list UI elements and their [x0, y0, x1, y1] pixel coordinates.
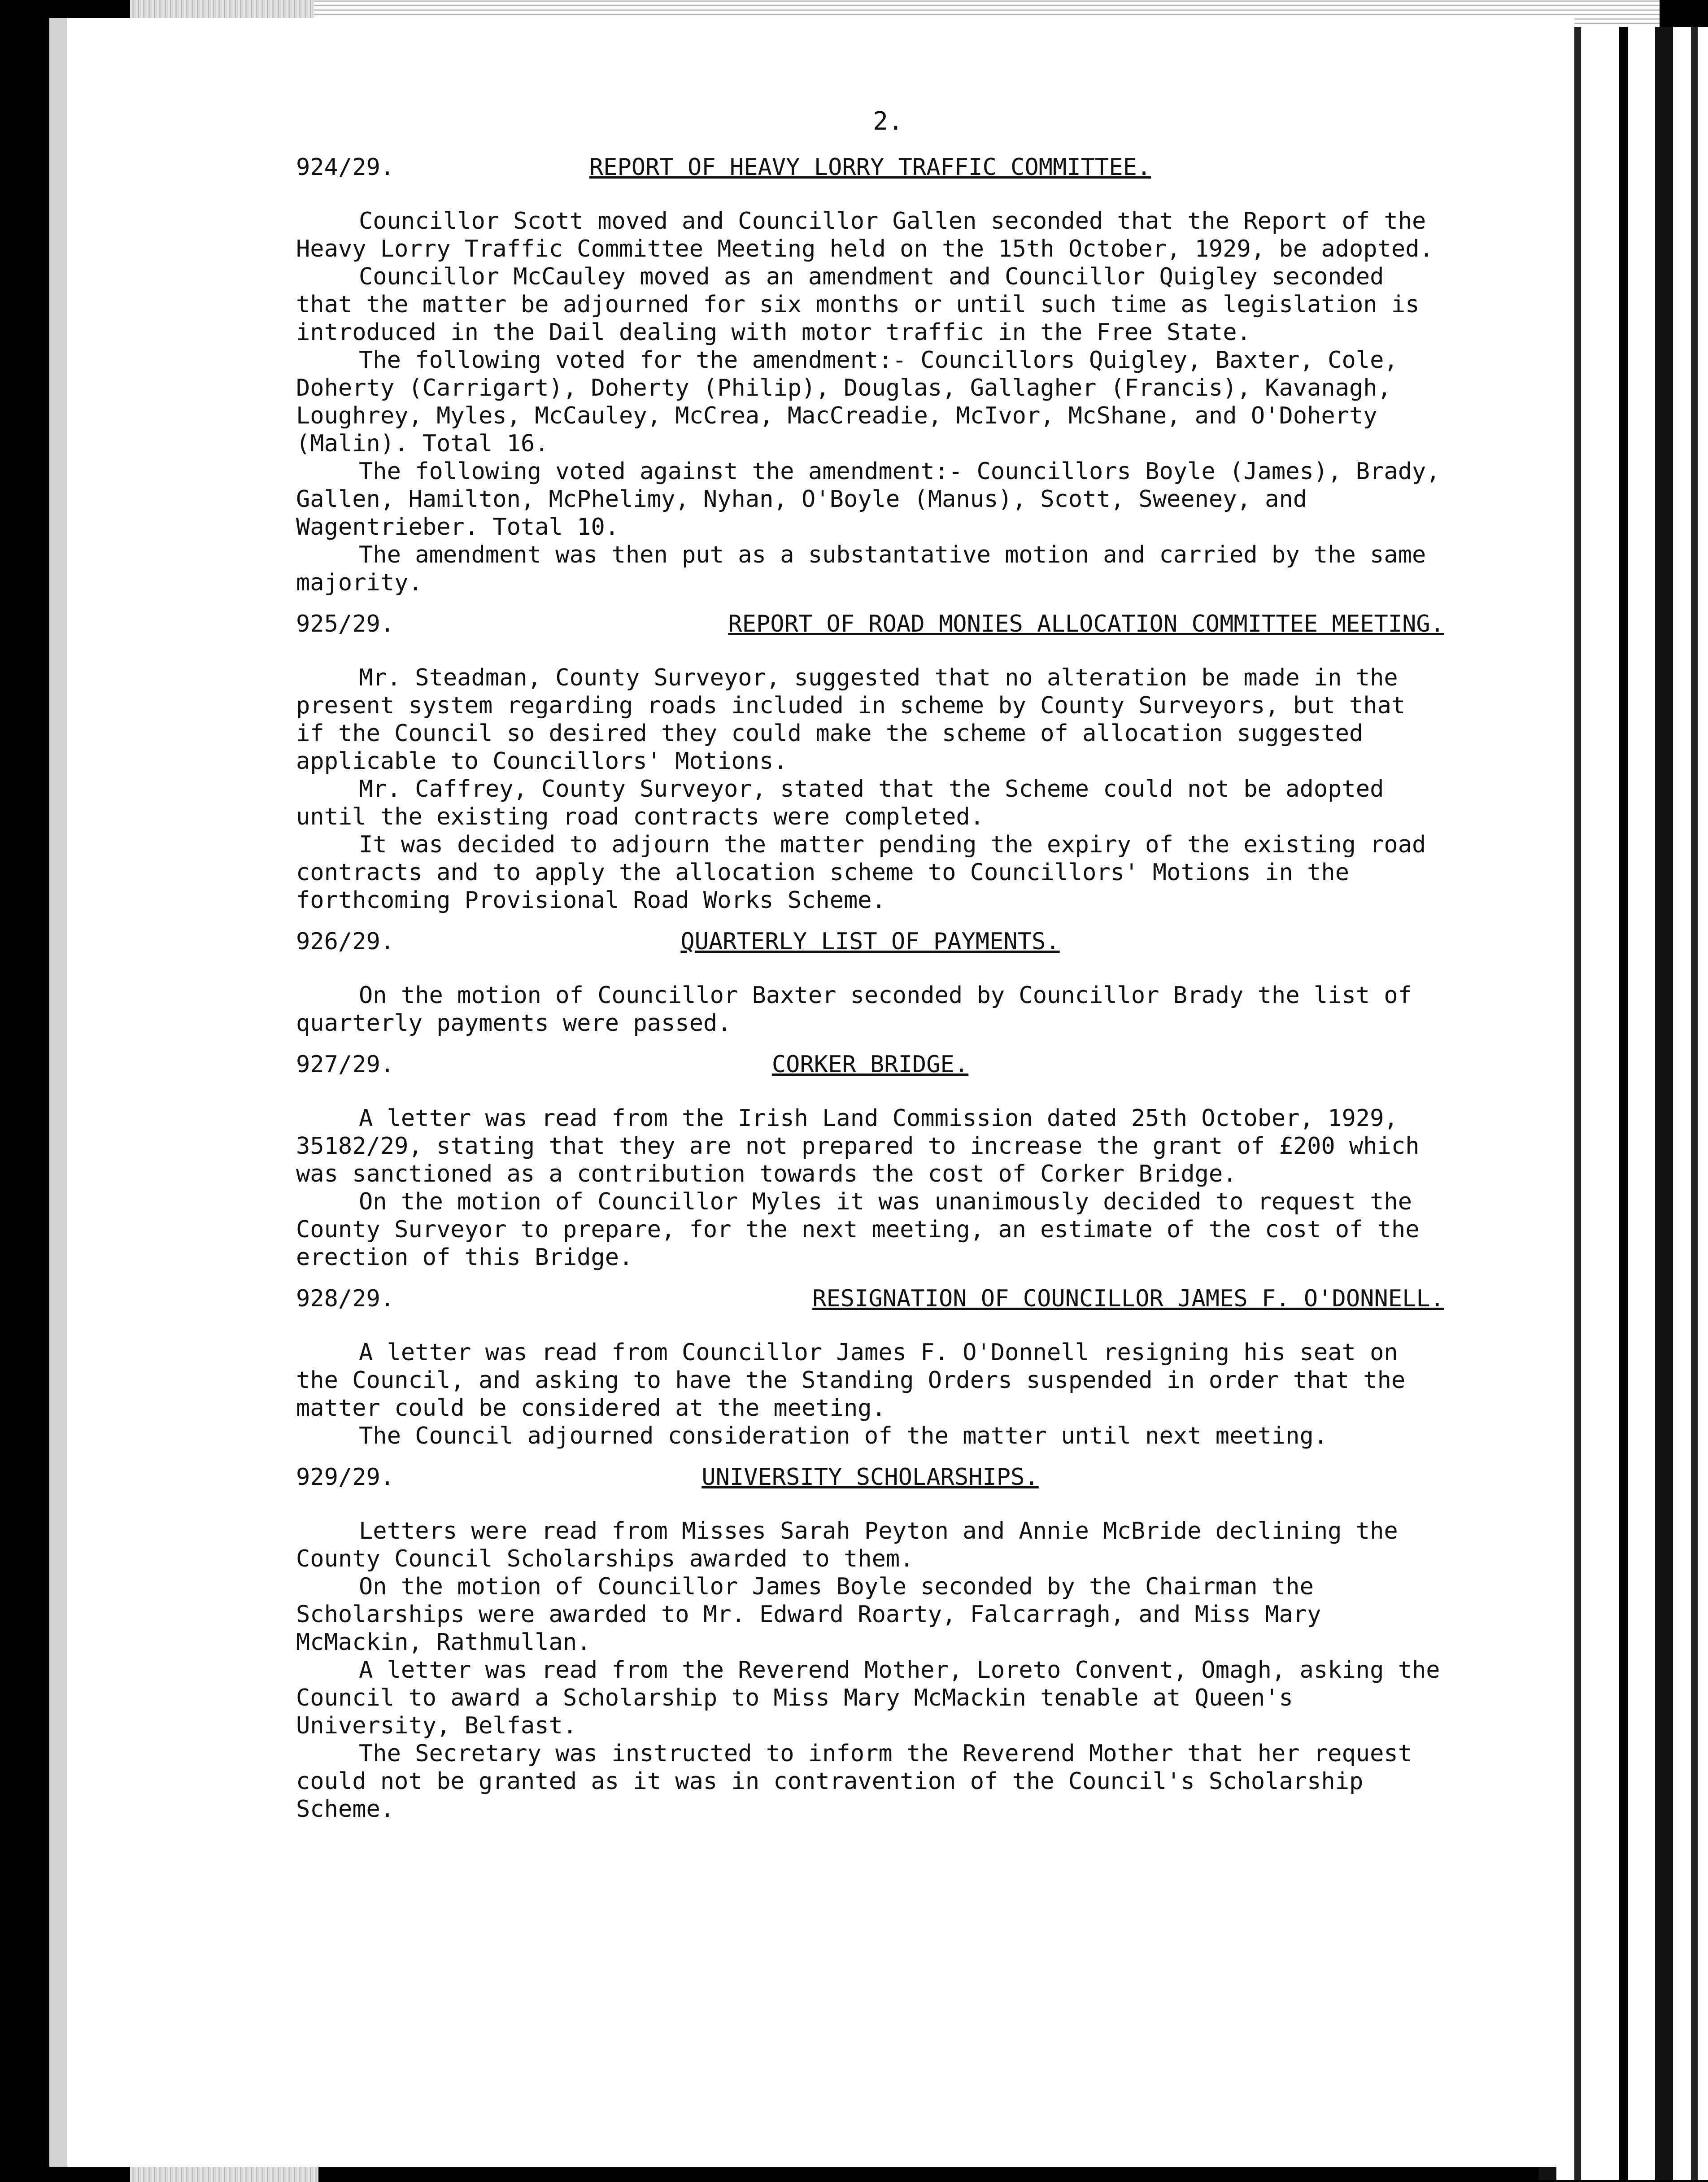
- paragraph: On the motion of Councillor Myles it was unanimously decided to request the County Surveyor to prepare, for the next meeting, an estimate of the cost of the erection of this Bridge.: [296, 1188, 1420, 1271]
- paragraph: The amendment was then put as a substantative motion and carried by the same majority.: [296, 541, 1426, 596]
- item-header: [296, 1463, 1444, 1491]
- item-title: REPORT OF ROAD MONIES ALLOCATION COMMITTEE MEETING.: [728, 611, 1444, 637]
- item-header: [296, 1051, 1444, 1078]
- paragraph: The Council adjourned consideration of the matter until next meeting.: [359, 1423, 1328, 1449]
- item-header: [296, 153, 1444, 181]
- paragraph: It was decided to adjourn the matter pending the expiry of the existing road contracts and to apply the allocation scheme to Councillors' Motions in the forthcoming Provisional Road Works Scheme.: [296, 831, 1426, 914]
- item-title: UNIVERSITY SCHOLARSHIPS.: [702, 1464, 1039, 1491]
- item-title: CORKER BRIDGE.: [771, 1051, 969, 1078]
- paragraph: A letter was read from Councillor James F. O'Donnell resigning his seat on the Council, and asking to have the Standing Orders suspended in order that the matter could be considered at the meeting.: [296, 1339, 1406, 1422]
- item-title: QUARTERLY LIST OF PAYMENTS.: [680, 928, 1060, 955]
- paragraph: Councillor Scott moved and Councillor Gallen seconded that the Report of the Heavy Lorry Traffic Committee Meeting held on the 15th October, 1929, be adopted.: [296, 208, 1434, 262]
- item-number: 926/29.: [296, 928, 395, 955]
- paragraph: The Secretary was instructed to inform the Reverend Mother that her request could not be granted as it was in contravention of the Council's Scholarship Scheme.: [296, 1740, 1412, 1823]
- paragraph: On the motion of Councillor James Boyle seconded by the Chairman the Scholarships were awarded to Mr. Edward Roarty, Falcarragh, and Miss Mary McMackin, Rathmullan.: [296, 1573, 1321, 1656]
- paragraph: On the motion of Councillor Baxter seconded by Councillor Brady the list of quarterly payments were passed.: [296, 982, 1412, 1037]
- paragraph: The following voted for the amendment:- Councillors Quigley, Baxter, Cole, Doherty (Carrigart), Doherty (Philip), Douglas, Gallagher (Francis), Kavanagh, Loughrey, Myles, McCauley, McCrea, MacCreadie, McIvor, McShane, and O'Doherty (Malin). Total 16.: [296, 347, 1398, 457]
- item-title: RESIGNATION OF COUNCILLOR JAMES F. O'DONNELL.: [812, 1285, 1444, 1312]
- item-number: 924/29.: [296, 154, 395, 181]
- minute-item: [296, 153, 1444, 597]
- item-number: 929/29.: [296, 1464, 395, 1491]
- document-body: [296, 108, 1444, 1837]
- item-header: [296, 610, 1444, 638]
- paragraph: Mr. Steadman, County Surveyor, suggested that no alteration be made in the present system regarding roads included in scheme by County Surveyors, but that if the Council so desired they could make the scheme of allocation suggested applicable to Councillors' Motions.: [296, 664, 1406, 775]
- paragraph: A letter was read from the Irish Land Commission dated 25th October, 1929, 35182/29, stating that they are not prepared to increase the grant of £200 which was sanctioned as a contribution towards the cost of Corker Bridge.: [296, 1105, 1420, 1187]
- minute-item: [296, 1285, 1444, 1450]
- item-number: 928/29.: [296, 1285, 395, 1312]
- paragraph: Letters were read from Misses Sarah Peyton and Annie McBride declining the County Council Scholarships awarded to them.: [296, 1518, 1398, 1572]
- item-header: [296, 928, 1444, 956]
- item-number: 925/29.: [296, 611, 395, 637]
- minute-item: [296, 610, 1444, 914]
- minute-item: [296, 1051, 1444, 1271]
- minute-item: [296, 1463, 1444, 1823]
- minute-item: [296, 928, 1444, 1037]
- item-number: 927/29.: [296, 1051, 395, 1078]
- paragraph: The following voted against the amendment:- Councillors Boyle (James), Brady, Gallen, Hamilton, McPhelimy, Nyhan, O'Boyle (Manus), Scott, Sweeney, and Wagentrieber. Total 10.: [296, 458, 1440, 541]
- item-title: REPORT OF HEAVY LORRY TRAFFIC COMMITTEE.: [589, 154, 1151, 181]
- paragraph: A letter was read from the Reverend Mother, Loreto Convent, Omagh, asking the Council to award a Scholarship to Miss Mary McMackin tenable at Queen's University, Belfast.: [296, 1657, 1440, 1739]
- item-header: [296, 1285, 1444, 1313]
- page-number: 2.: [873, 107, 903, 136]
- paragraph: Councillor McCauley moved as an amendment and Councillor Quigley seconded that the matter be adjourned for six months or until such time as legislation is introduced in the Dail dealing with motor traffic in the Free State.: [296, 263, 1420, 346]
- paragraph: Mr. Caffrey, County Surveyor, stated that the Scheme could not be adopted until the existing road contracts were completed.: [296, 776, 1384, 830]
